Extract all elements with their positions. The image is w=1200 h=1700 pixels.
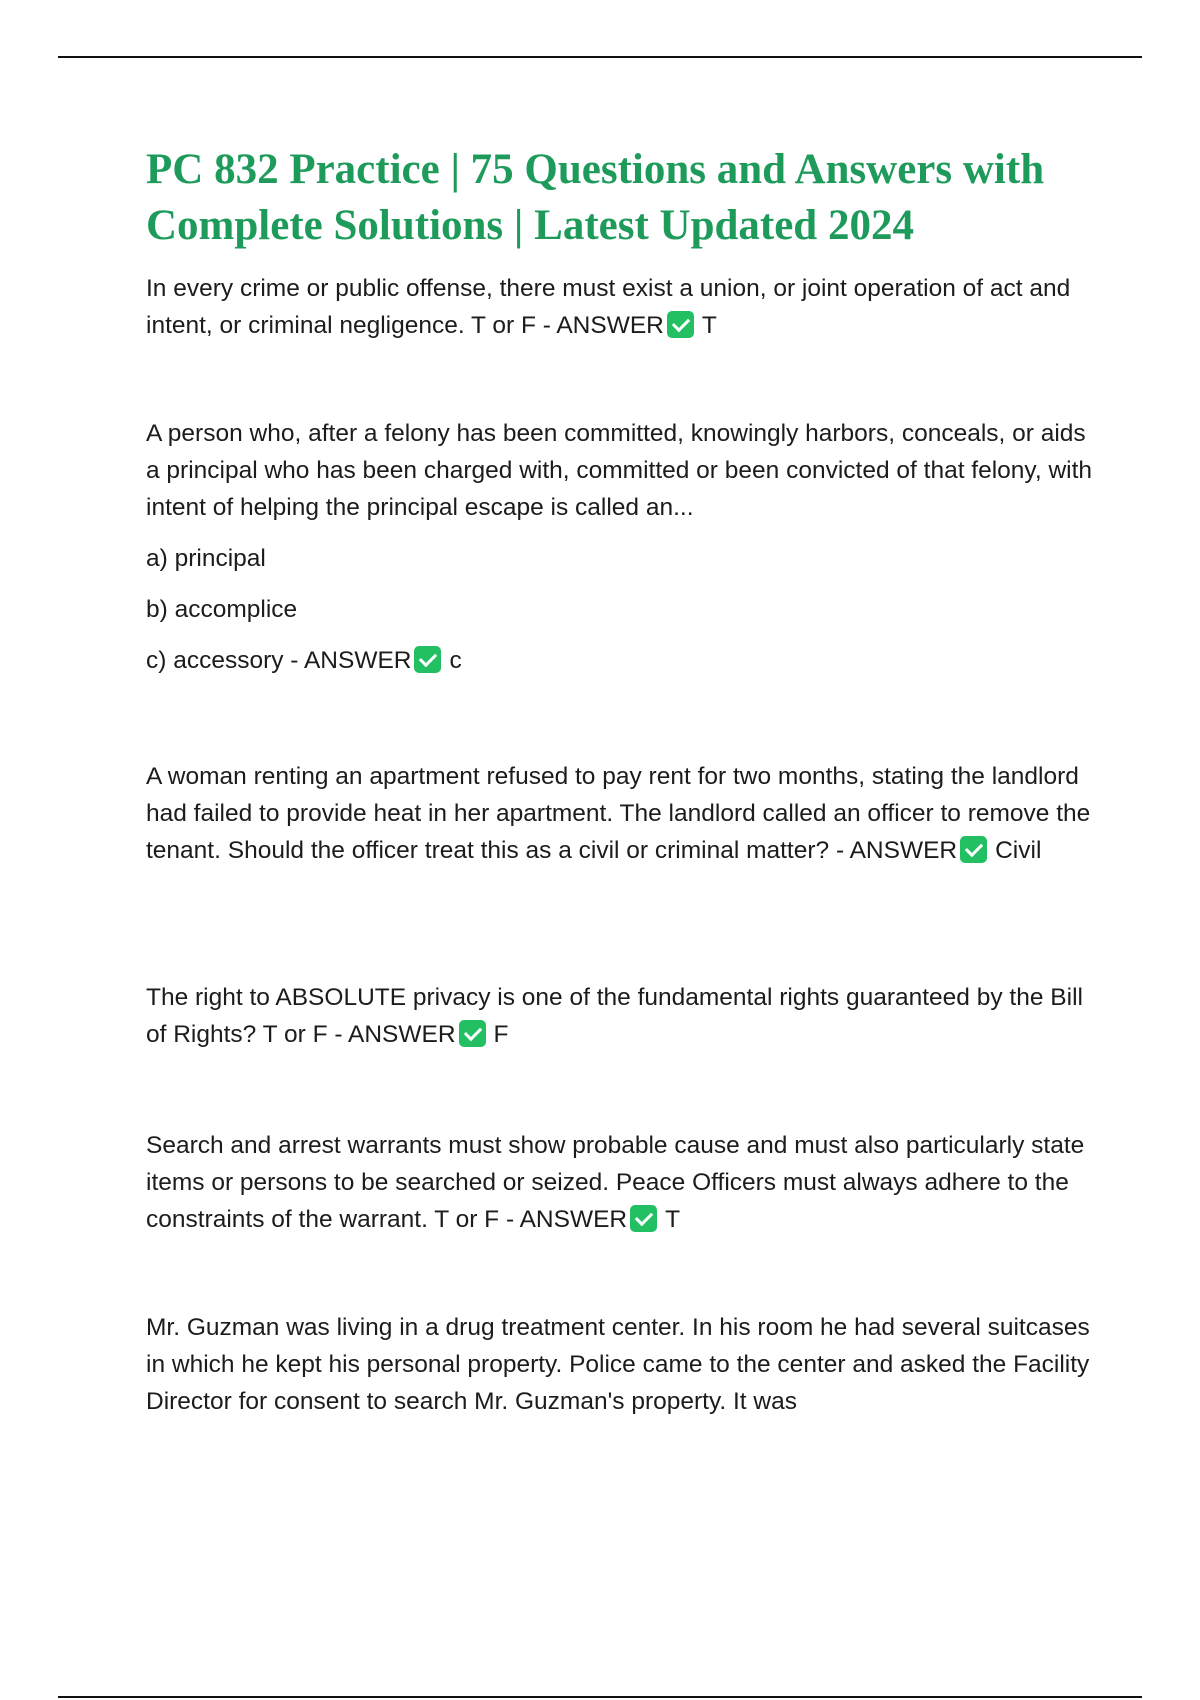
question-block-3 [146, 758, 1096, 869]
question-block-6 [146, 1309, 1096, 1420]
question-text: Mr. Guzman was living in a drug treatment center. In his room he had several suitcases in which he kept his personal property. Police came to the center and asked the Facility Director for consent to search Mr. Guzman's property. It was [146, 1314, 1090, 1415]
question-block-1 [146, 270, 1096, 344]
question-text: A person who, after a felony has been committed, knowingly harbors, conceals, or aids a principal who has been charged with, committed or been convicted of that felony, with intent of helping the principal escape is called an... [146, 420, 1093, 521]
bottom-page-rule [58, 1696, 1142, 1698]
answer-value: T [665, 1206, 681, 1233]
answer-label: ANSWER [303, 647, 412, 674]
question-text [146, 270, 1096, 344]
question-block-4 [146, 979, 1096, 1053]
question-text [146, 758, 1096, 869]
question-body: In every crime or public offense, there must exist a union, or joint operation of act and intent, or criminal negligence. T or F - [146, 275, 1071, 339]
option-item: b) accomplice [146, 596, 298, 623]
question-block-5 [146, 1127, 1096, 1238]
document-title: PC 832 Practice | 75 Questions and Answers with Complete Solutions | Latest Updated 2024 [146, 146, 1045, 249]
green-check-mark-icon [630, 1205, 657, 1232]
green-check-mark-icon [667, 311, 694, 338]
answer-label: ANSWER [556, 312, 664, 339]
answer-value: Civil [995, 837, 1042, 864]
answer-label: ANSWER [849, 837, 958, 864]
green-check-mark-icon [960, 836, 987, 863]
answer-value: F [493, 1021, 509, 1048]
question-text [146, 1127, 1096, 1238]
question-body: A woman renting an apartment refused to pay rent for two months, stating the landlord had failed to provide heat in her apartment. The landlord called an officer to remove the tenant. Should the officer treat this as a civil or criminal matter? - [146, 763, 1091, 864]
answer-label: ANSWER [519, 1206, 628, 1233]
question-body: Search and arrest warrants must show probable cause and must also particularly state items or persons to be searched or seized. Peace Officers must always adhere to the constraints of the warrant. T or F - [146, 1132, 1085, 1233]
option-item [146, 642, 1096, 679]
answer-value: T [701, 312, 717, 339]
answer-value: c [449, 647, 462, 674]
option-item: a) principal [146, 545, 266, 572]
option-last: c) accessory - [146, 647, 304, 674]
top-page-rule [58, 56, 1142, 58]
answer-label: ANSWER [347, 1021, 456, 1048]
question-body: The right to ABSOLUTE privacy is one of the fundamental rights guaranteed by the Bill of Rights? T or F - [146, 984, 1083, 1048]
question-block-2 [146, 415, 1096, 679]
green-check-mark-icon [414, 646, 441, 673]
question-text [146, 979, 1096, 1053]
green-check-mark-icon [459, 1020, 486, 1047]
